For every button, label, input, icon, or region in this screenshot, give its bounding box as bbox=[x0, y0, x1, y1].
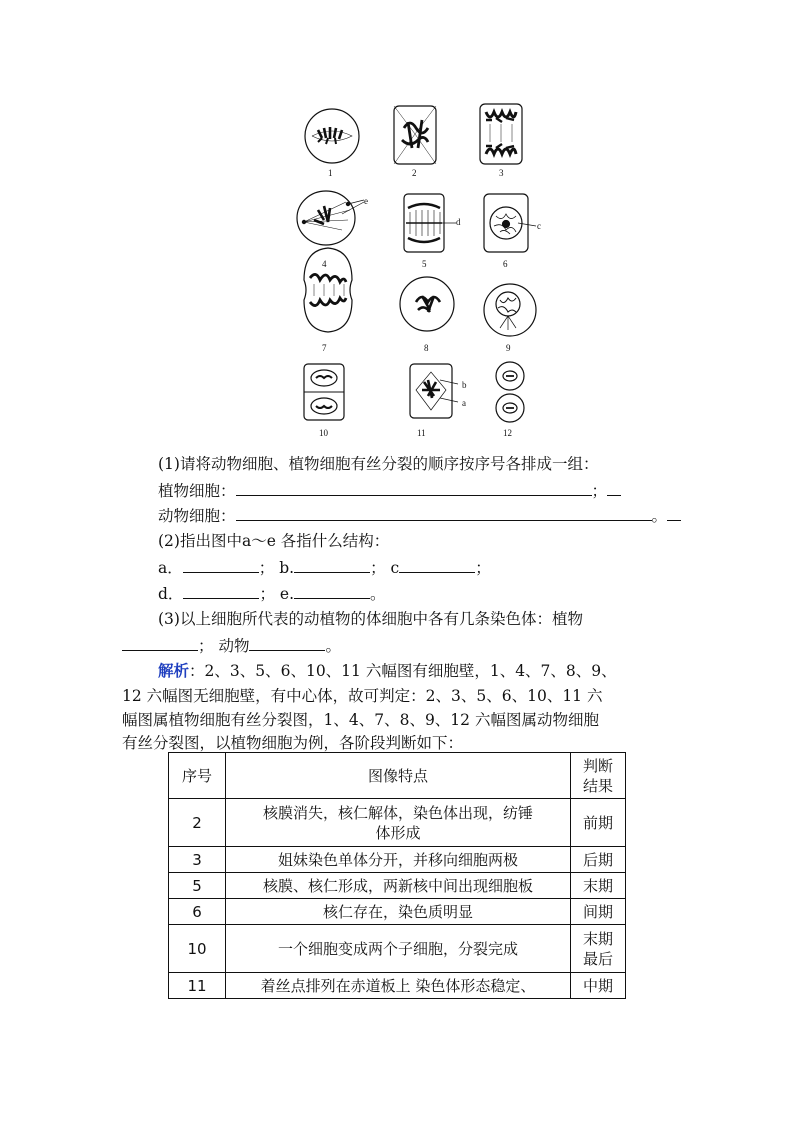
cell-4-drawing bbox=[297, 191, 364, 245]
cell-8-drawing bbox=[400, 277, 454, 331]
animal-answer-line: 动物细胞： 。 bbox=[158, 504, 681, 527]
table-header-row bbox=[169, 753, 626, 799]
figure-label-12: 12 bbox=[503, 428, 512, 438]
figure-label-4: 4 bbox=[322, 259, 327, 269]
analysis-line-2: 12 六幅图无细胞壁，有中心体，故可判定：2、3、5、6、10、11 六 bbox=[122, 687, 603, 705]
table-row: 11 着丝点排列在赤道板上 染色体形态稳定、 中期 bbox=[169, 973, 626, 999]
answer-c-blank[interactable] bbox=[399, 556, 475, 573]
pointer-c: c bbox=[537, 221, 541, 231]
answer-b-blank[interactable] bbox=[294, 556, 370, 573]
figure-label-7: 7 bbox=[322, 343, 327, 353]
figure-label-3: 3 bbox=[499, 168, 504, 178]
table-row: 6 核仁存在，染色质明显 间期 bbox=[169, 899, 626, 925]
animal-chromosome-blank[interactable] bbox=[249, 634, 325, 651]
cell-10-drawing bbox=[304, 364, 344, 420]
question-1: (1)请将动物细胞、植物细胞有丝分裂的顺序按序号各排成一组： bbox=[158, 455, 599, 473]
analysis-line-3: 幅图属植物细胞有丝分裂图，1、4、7、8、9、12 六幅图属动物细胞 bbox=[122, 711, 599, 729]
figure-label-8: 8 bbox=[424, 343, 429, 353]
pointer-a: a bbox=[462, 398, 466, 408]
cell-9-drawing bbox=[484, 284, 536, 336]
pointer-d: d bbox=[456, 217, 461, 227]
cell-1-drawing bbox=[305, 109, 359, 163]
figure-label-6: 6 bbox=[503, 259, 508, 269]
mitosis-stage-table bbox=[168, 752, 626, 999]
header-result: 判断 结果 bbox=[571, 753, 626, 799]
cell-12-drawing bbox=[496, 362, 524, 422]
pointer-e: e bbox=[364, 196, 368, 206]
table-row: 5 核膜、核仁形成，两新核中间出现细胞板 末期 bbox=[169, 873, 626, 899]
figure-label-2: 2 bbox=[412, 168, 417, 178]
pointer-b: b bbox=[462, 380, 467, 390]
analysis-label: 解析 bbox=[158, 661, 190, 680]
mitosis-figure bbox=[290, 98, 550, 443]
cell-2-drawing bbox=[394, 106, 436, 164]
figure-label-5: 5 bbox=[422, 259, 427, 269]
animal-order-blank[interactable] bbox=[236, 504, 652, 521]
answer-a-blank[interactable] bbox=[183, 556, 259, 573]
figure-label-9: 9 bbox=[506, 343, 511, 353]
figure-label-1: 1 bbox=[328, 168, 333, 178]
figure-label-10: 10 bbox=[319, 428, 328, 438]
cell-7-drawing bbox=[304, 248, 352, 332]
cell-3-drawing bbox=[480, 104, 522, 164]
chromosome-answer-line: ； 动物 。 bbox=[122, 634, 341, 657]
figure-label-11: 11 bbox=[417, 428, 426, 438]
answer-e-blank[interactable] bbox=[294, 582, 370, 599]
plant-answer-line: 植物细胞： ； bbox=[158, 479, 621, 502]
question-2: (2)指出图中a～e 各指什么结构： bbox=[158, 532, 390, 550]
structures-line-1: a． ； b. ； c ； bbox=[158, 556, 491, 579]
table-row: 2 核膜消失，核仁解体，染色体出现，纺锤 体形成 前期 bbox=[169, 799, 626, 847]
header-feature: 图像特点 bbox=[226, 753, 571, 799]
plant-chromosome-blank[interactable] bbox=[122, 634, 198, 651]
structures-line-2: d． ； e. 。 bbox=[158, 582, 386, 605]
plant-order-blank[interactable] bbox=[236, 479, 592, 496]
analysis-line-4: 有丝分裂图，以植物细胞为例，各阶段判断如下： bbox=[122, 734, 464, 752]
cell-11-drawing bbox=[410, 364, 458, 418]
table-row: 3 姐妹染色单体分开，并移向细胞两极 后期 bbox=[169, 847, 626, 873]
analysis-line-1: 解析：2、3、5、6、10、11 六幅图有细胞壁，1、4、7、8、9、 bbox=[158, 661, 617, 680]
table-row: 10 一个细胞变成两个子细胞，分裂完成 末期 最后 bbox=[169, 925, 626, 973]
question-3: (3)以上细胞所代表的动植物的体细胞中各有几条染色体：植物 bbox=[158, 610, 583, 628]
cell-6-drawing bbox=[484, 194, 536, 252]
header-number: 序号 bbox=[169, 753, 226, 799]
cell-5-drawing bbox=[404, 194, 456, 252]
answer-d-blank[interactable] bbox=[183, 582, 259, 599]
